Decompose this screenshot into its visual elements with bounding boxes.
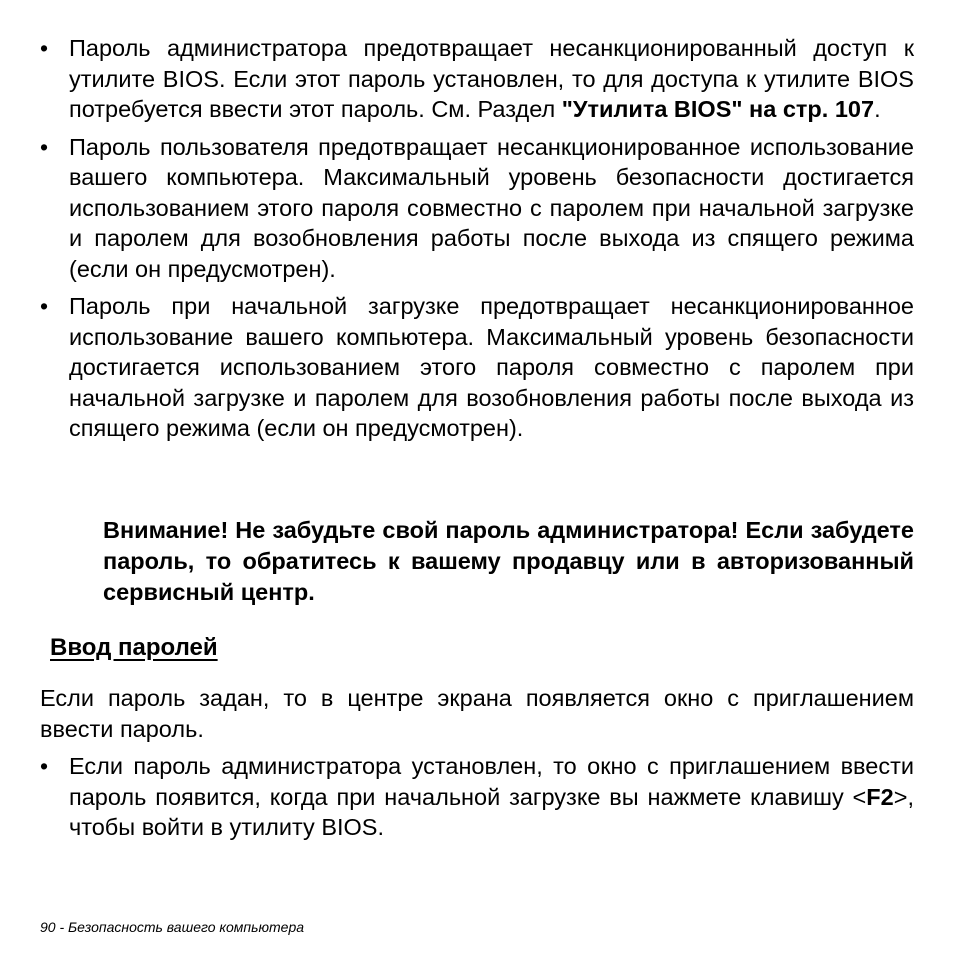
bullet-icon: • xyxy=(40,133,49,160)
bullet-icon: • xyxy=(40,293,49,319)
list-item-user-password xyxy=(40,132,914,285)
section-heading: Ввод паролей xyxy=(50,634,218,661)
admin-prompt-text-before: Если пароль администратора установлен, то окно с приглашением ввести пароль появится, когда при начальной загрузке вы нажмете клавишу < xyxy=(69,753,914,810)
key-f2: F2 xyxy=(866,783,894,810)
list-item-boot-password xyxy=(40,291,914,444)
bullet-icon: • xyxy=(40,35,49,61)
password-types-list xyxy=(40,33,914,444)
admin-prompt-text-after: >, чтобы войти в утилиту BIOS. xyxy=(69,783,914,840)
bullet-icon: • xyxy=(40,753,49,779)
list-item-admin-password xyxy=(40,33,914,125)
boot-password-text: Пароль при начальной загрузке предотвращает несанкционированное использование вашего компьютера. Максимальный уровень безопасности достигается использованием этого пароля совместно с паролем при начальной загрузке и паролем для возобновления работы после выхода из спящего режима (если он предусмотрен). xyxy=(69,293,914,441)
page-footer: 90 - Безопасность вашего компьютера xyxy=(40,919,305,935)
admin-password-suffix: . xyxy=(874,96,881,122)
user-password-text: Пароль пользователя предотвращает несанкционированное использование вашего компьютера. Максимальный уровень безопасности достигается использованием этого пароля совместно с паролем при начальной загрузке и паролем для возобновления работы после выхода из спящего режима (если он предусмотрен). xyxy=(69,133,914,282)
admin-password-text: Пароль администратора предотвращает несанкционированный доступ к утилите BIOS. Если этот пароль установлен, то для доступа к утилите BIOS потребуется ввести этот пароль. См. Раздел xyxy=(69,35,914,122)
warning-note: Внимание! Не забудьте свой пароль администратора! Если забудете пароль, то обратитесь к вашему продавцу или в авторизованный сервисный центр. xyxy=(103,517,914,605)
bios-utility-reference-link[interactable]: "Утилита BIOS" на стр. 107 xyxy=(561,96,875,122)
password-entry-list xyxy=(40,751,914,843)
section-intro: Если пароль задан, то в центре экрана появляется окно с приглашением ввести пароль. xyxy=(40,685,914,742)
list-item-admin-prompt xyxy=(40,751,914,843)
